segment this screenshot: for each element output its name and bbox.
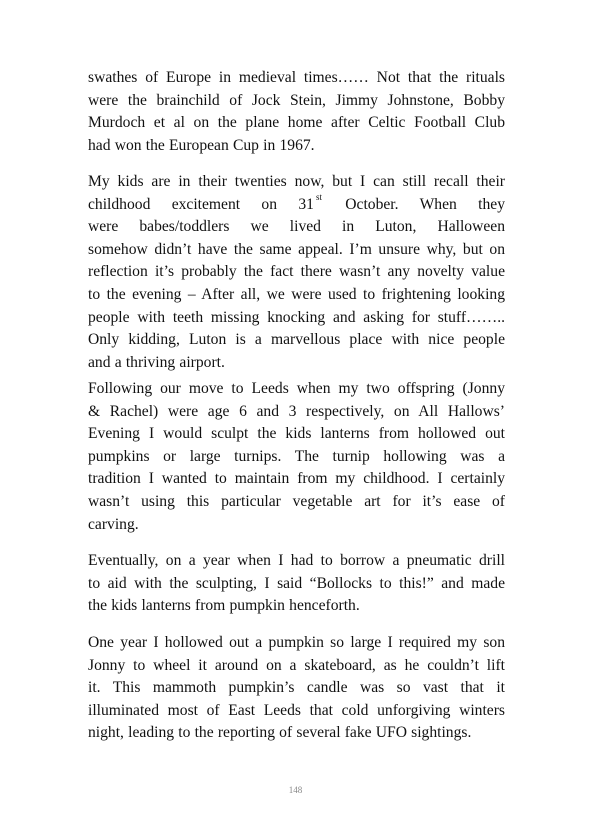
text-line: swathes of Europe in medieval times…… Not that the rituals [88,69,505,86]
paragraph-5 [88,632,505,745]
text-line: were the brainchild of Jock Stein, Jimmy Johnstone, Bobby [88,91,505,109]
text-line: it. This mammoth pumpkin’s candle was so vast that it [88,679,505,697]
paragraph-2 [88,171,505,374]
text-line: Following our move to Leeds when my two offspring (Jonny [88,380,505,397]
paragraph-1 [88,67,505,157]
text-line: and a thriving airport. [88,353,225,371]
text-line: wasn’t using this particular vegetable art for it’s ease of [88,492,505,510]
text-line: Evening I would sculpt the kids lanterns from hollowed out [88,425,505,443]
text-line: had won the European Cup in 1967. [88,136,315,154]
text-line: tradition I wanted to maintain from my childhood. I certainly [88,470,505,488]
text-line: to aid with the sculpting, I said “Bollocks to this!” and made [88,574,505,592]
text-line: somehow didn’t have the same appeal. I’m unsure why, but on [88,240,505,258]
text-line: & Rachel) were age 6 and 3 respectively, on All Hallows’ [88,402,505,420]
text-line: Eventually, on a year when I had to borrow a pneumatic drill [88,552,505,569]
text-line: Murdoch et al on the plane home after Celtic Football Club [88,114,505,132]
text-line: illuminated most of East Leeds that cold unforgiving winters [88,701,505,719]
text-fragment: October. When they [345,195,505,213]
text-line: reflection it’s probably the fact there wasn’t any novelty value [88,263,505,281]
paragraph-3 [88,378,505,536]
text-line: the kids lanterns from pumpkin henceforth. [88,597,360,615]
text-fragment: childhood excitement on 31 [88,195,314,213]
text-line: Jonny to wheel it around on a skateboard, as he couldn’t lift [88,656,505,674]
text-line: Only kidding, Luton is a marvellous place with nice people [88,331,505,349]
ordinal-superscript: st [315,191,322,202]
text-line: pumpkins or large turnips. The turnip hollowing was a [88,447,505,465]
page-number: 148 [288,785,303,795]
text-line: to the evening – After all, we were used to frightening looking [88,285,505,303]
text-line: night, leading to the reporting of several fake UFO sightings. [88,724,472,742]
text-line: My kids are in their twenties now, but I can still recall their [88,173,505,190]
text-line: were babes/toddlers we lived in Luton, Halloween [88,218,505,236]
text-line: carving. [88,515,139,533]
paragraph-4 [88,550,505,618]
text-line: people with teeth missing knocking and asking for stuff…….. [88,308,505,326]
text-line-with-superscript [88,191,505,217]
text-line: One year I hollowed out a pumpkin so large I required my son [88,634,505,651]
